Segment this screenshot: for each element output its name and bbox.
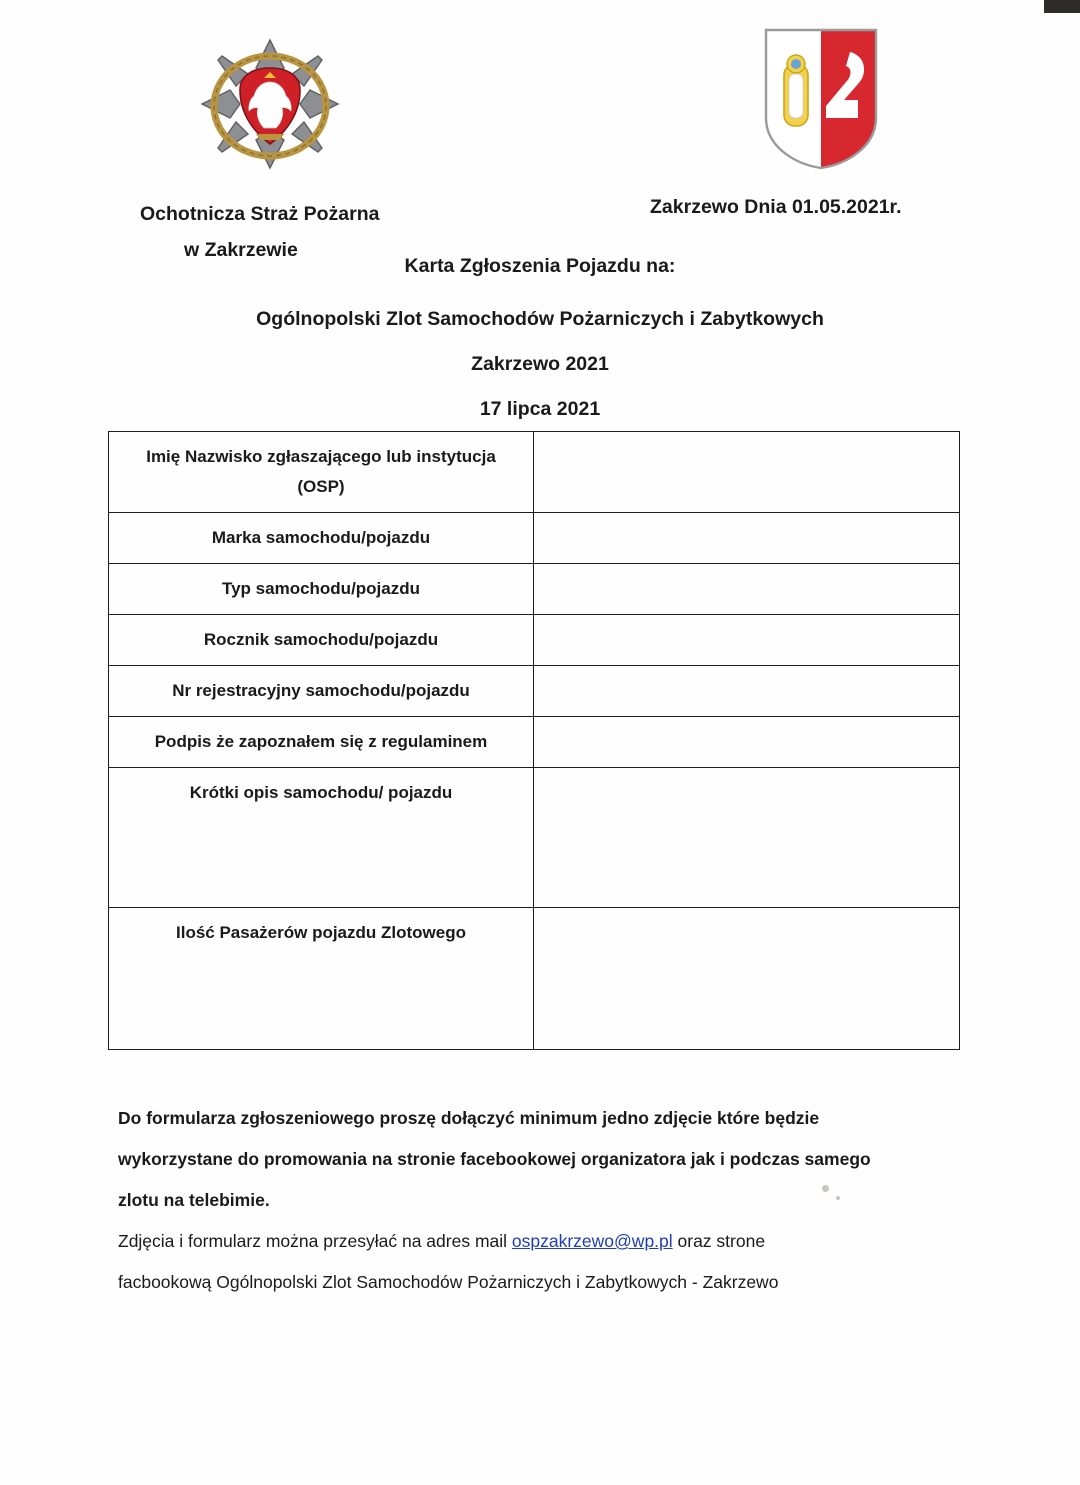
- table-row: [109, 666, 960, 717]
- event-date: 17 lipca 2021: [479, 398, 601, 420]
- page-title: Karta Zgłoszenia Pojazdu na:: [404, 255, 676, 277]
- field-label-registration-number: Nr rejestracyjny samochodu/pojazdu: [109, 666, 534, 717]
- field-value-type[interactable]: [534, 564, 960, 615]
- field-label-type: Typ samochodu/pojazdu: [109, 564, 534, 615]
- note-paragraph-2-line-1: [118, 1221, 948, 1262]
- field-label-description: Krótki opis samochodu/ pojazdu: [109, 768, 534, 908]
- field-value-passengers[interactable]: [534, 908, 960, 1050]
- note-paragraph-1-line-2: wykorzystane do promowania na stronie facebookowej organizatora jak i podczas samego: [118, 1149, 871, 1169]
- note-paragraph-2-line-2: facbookową Ogólnopolski Zlot Samochodów Pożarniczych i Zabytkowych - Zakrzewo: [118, 1272, 779, 1292]
- field-label-make: Marka samochodu/pojazdu: [109, 513, 534, 564]
- field-value-make[interactable]: [534, 513, 960, 564]
- zakrzewo-coat-of-arms-icon: [762, 26, 880, 172]
- notes-section: [118, 1098, 948, 1303]
- osp-cross-emblem-icon: [196, 34, 344, 174]
- table-row: [109, 768, 960, 908]
- organization-line-1: Ochotnicza Straż Pożarna: [140, 203, 380, 225]
- note-paragraph-1-line-1: Do formularza zgłoszeniowego proszę dołączyć minimum jedno zdjęcie które będzie: [118, 1108, 820, 1128]
- field-value-year[interactable]: [534, 615, 960, 666]
- field-value-description[interactable]: [534, 768, 960, 908]
- scan-corner-artifact: [1044, 0, 1080, 13]
- field-label-signature: Podpis że zapoznałem się z regulaminem: [109, 717, 534, 768]
- table-row: [109, 908, 960, 1050]
- table-row: [109, 564, 960, 615]
- field-value-registration-number[interactable]: [534, 666, 960, 717]
- scan-speck: [822, 1185, 829, 1192]
- field-label-passengers: Ilość Pasażerów pojazdu Zlotowego: [109, 908, 534, 1050]
- note-contact-suffix: oraz strone: [672, 1231, 766, 1251]
- field-label-year: Rocznik samochodu/pojazdu: [109, 615, 534, 666]
- table-row: [109, 615, 960, 666]
- organization-line-2: w Zakrzewie: [184, 239, 298, 261]
- field-label-applicant-line2: (OSP): [297, 477, 345, 496]
- field-label-applicant: [109, 432, 534, 513]
- table-row: [109, 717, 960, 768]
- table-row: [109, 432, 960, 513]
- field-value-signature[interactable]: [534, 717, 960, 768]
- scan-speck: [836, 1196, 840, 1200]
- table-row: [109, 513, 960, 564]
- note-contact-prefix: Zdjęcia i formularz można przesyłać na adres mail: [118, 1231, 512, 1251]
- field-value-applicant[interactable]: [534, 432, 960, 513]
- note-paragraph-1-line-3: zlotu na telebimie.: [118, 1190, 270, 1210]
- date-line: Zakrzewo Dnia 01.05.2021r.: [650, 196, 902, 218]
- email-link[interactable]: ospzakrzewo@wp.pl: [511, 1231, 673, 1251]
- registration-form-table: [108, 431, 960, 1050]
- field-label-applicant-line1: Imię Nazwisko zgłaszającego lub instytucja: [146, 447, 496, 466]
- event-place-year: Zakrzewo 2021: [471, 353, 609, 375]
- event-name: Ogólnopolski Zlot Samochodów Pożarniczych i Zabytkowych: [256, 308, 824, 330]
